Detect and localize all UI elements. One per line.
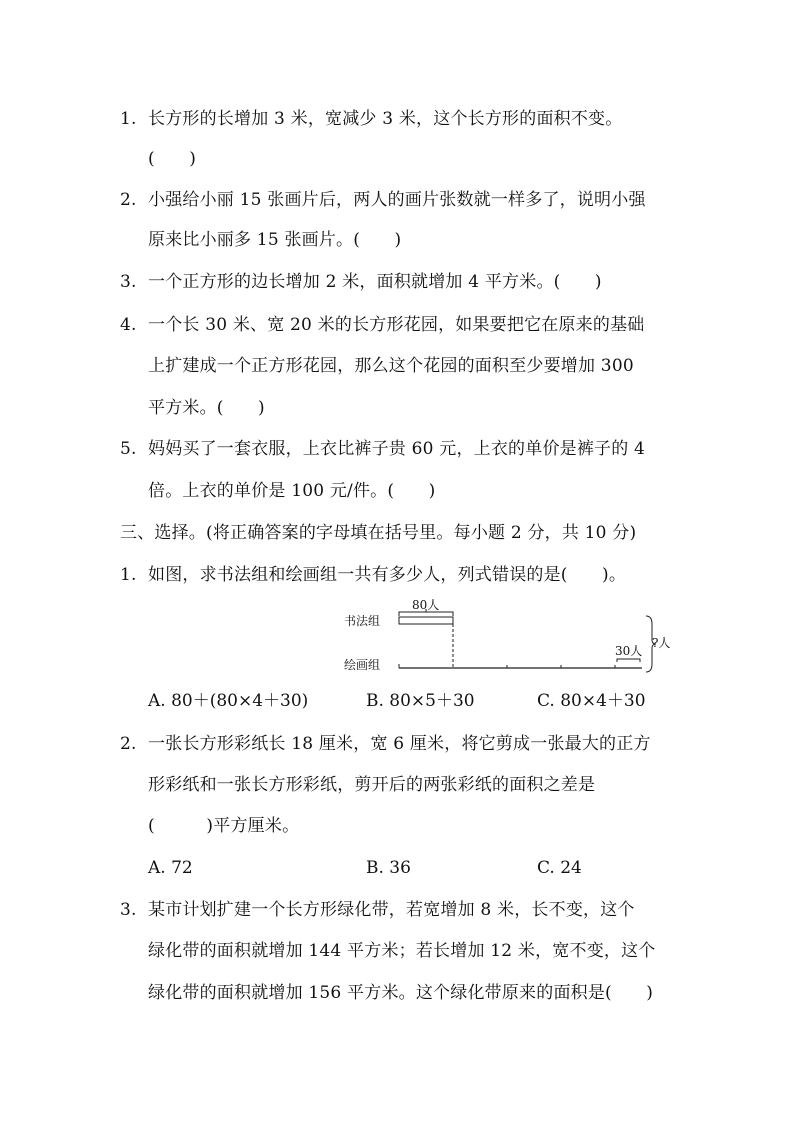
judge-1-line-1 xyxy=(120,108,622,130)
judge-3-line-1 xyxy=(120,271,602,293)
judge-5-line-1 xyxy=(120,438,645,460)
question-text: 上扩建成一个正方形花园，那么这个花园的面积至少要增加 300 xyxy=(148,356,634,376)
question-number: 5. xyxy=(120,439,137,459)
choice-2-option-b[interactable]: B. 36 xyxy=(366,858,411,878)
choice-1-line-1 xyxy=(120,564,626,586)
question-text: ( )平方厘米。 xyxy=(148,816,300,836)
diagram-label-painting: 绘画组 xyxy=(344,658,381,672)
question-number: 1. xyxy=(120,109,137,129)
question-text: 如图，求书法组和绘画组一共有多少人，列式错误的是( )。 xyxy=(148,565,627,585)
judge-2-line-1 xyxy=(120,189,646,211)
choice-2-option-a[interactable]: A. 72 xyxy=(148,858,193,878)
choice-2-line-3 xyxy=(148,815,299,837)
question-number: 4. xyxy=(120,315,137,335)
choice-3-line-3 xyxy=(148,982,653,1004)
choice-2-option-c[interactable]: C. 24 xyxy=(537,858,582,878)
question-text: 一张长方形彩纸长 18 厘米，宽 6 厘米，将它剪成一张最大的正方 xyxy=(148,734,651,754)
question-label: ?人 xyxy=(652,636,671,650)
judge-2-line-2 xyxy=(148,229,401,251)
calligraphy-segment xyxy=(399,617,453,624)
choice-1-option-a[interactable]: A. 80＋(80×4＋30) xyxy=(148,691,309,711)
question-text: 一个长 30 米、宽 20 米的长方形花园，如果要把它在原来的基础 xyxy=(148,315,645,335)
question-text: 原来比小丽多 15 张画片。( ) xyxy=(148,230,402,250)
question-text: 某市计划扩建一个长方形绿化带，若宽增加 8 米，长不变，这个 xyxy=(148,900,635,920)
line-segment-diagram xyxy=(340,598,690,682)
brace-80-label: 80人 xyxy=(412,598,440,612)
question-number: 2. xyxy=(120,734,137,754)
choice-3-line-2 xyxy=(148,940,656,962)
judge-1-line-2 xyxy=(148,148,196,170)
diagram-label-calligraphy: 书法组 xyxy=(344,614,381,628)
question-text: 绿化带的面积就增加 144 平方米；若长增加 12 米，宽不变，这个 xyxy=(148,941,656,961)
choice-3-line-1 xyxy=(120,899,635,921)
question-number: 2. xyxy=(120,190,137,210)
question-text: 妈妈买了一套衣服，上衣比裤子贵 60 元，上衣的单价是裤子的 4 xyxy=(148,439,646,459)
question-number: 3. xyxy=(120,900,137,920)
question-text: 长方形的长增加 3 米，宽减少 3 米，这个长方形的面积不变。 xyxy=(148,109,623,129)
question-number: 3. xyxy=(120,272,137,292)
brace-30 xyxy=(617,659,640,662)
choice-2-line-1 xyxy=(120,733,651,755)
question-text: 绿化带的面积就增加 156 平方米。这个绿化带原来的面积是( ) xyxy=(148,983,654,1003)
choice-1-option-b[interactable]: B. 80×5＋30 xyxy=(366,691,475,711)
judge-4-line-2 xyxy=(148,355,634,377)
question-number: 1. xyxy=(120,565,137,585)
choice-2-line-2 xyxy=(148,774,595,796)
brace-30-label: 30人 xyxy=(615,644,643,658)
question-text: 小强给小丽 15 张画片后，两人的画片张数就一样多了，说明小强 xyxy=(148,190,646,210)
question-text: 一个正方形的边长增加 2 米，面积就增加 4 平方米。( ) xyxy=(148,272,602,292)
judge-4-line-1 xyxy=(120,314,644,336)
judge-5-line-2 xyxy=(148,480,435,502)
question-text: 形彩纸和一张长方形彩纸，剪开后的两张彩纸的面积之差是 xyxy=(148,775,596,795)
judge-4-line-3 xyxy=(148,397,265,419)
question-text: 平方米。( ) xyxy=(148,398,265,418)
choice-1-option-c[interactable]: C. 80×4＋30 xyxy=(537,691,646,711)
answer-blank[interactable]: ( ) xyxy=(148,149,197,169)
question-text: 倍。上衣的单价是 100 元/件。( ) xyxy=(148,481,436,501)
section-heading: 三、选择。(将正确答案的字母填在括号里。每小题 2 分，共 10 分) xyxy=(120,523,637,543)
